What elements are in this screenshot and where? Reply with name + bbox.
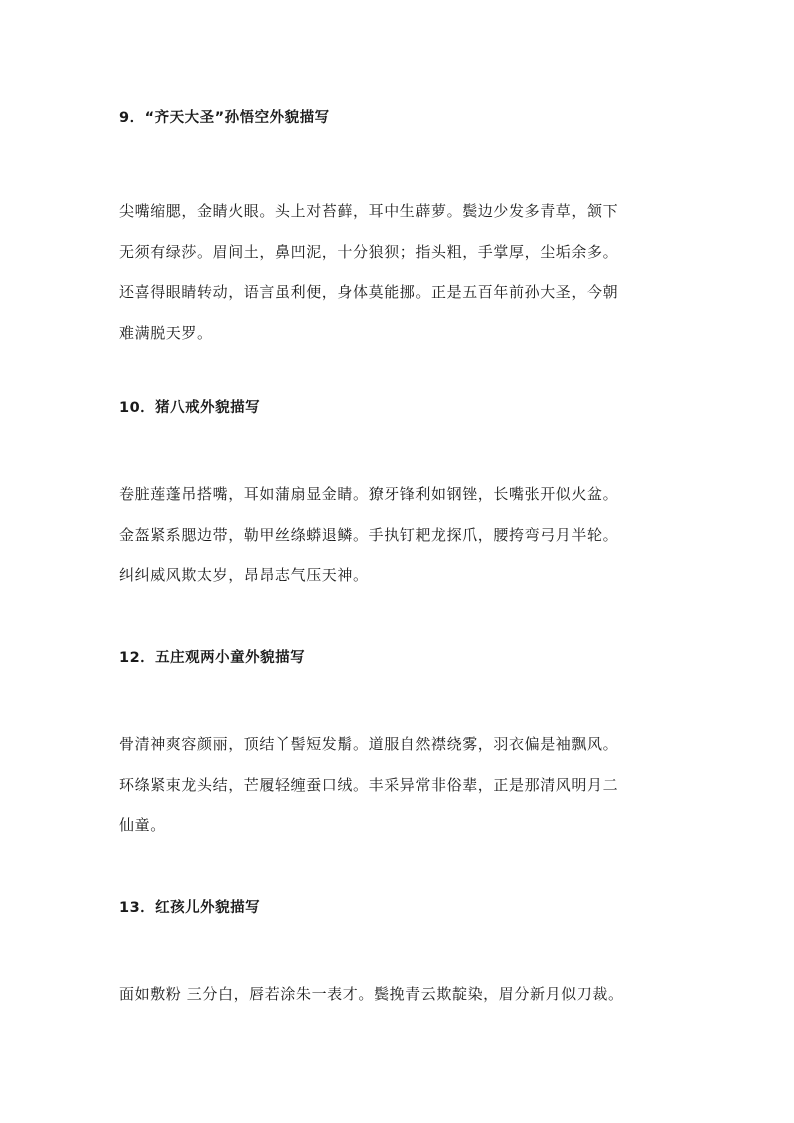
section-paragraph [119,484,699,585]
paragraph-line: 环绦紧束龙头结，芒履轻缠蚕口绒。丰采异常非俗辈，正是那清风明月二 [119,775,619,794]
section-paragraph [119,734,699,835]
paragraph-line: 面如敷粉 三分白，唇若涂朱一表才。鬓挽青云欺靛染，眉分新月似刀裁。 [119,985,624,1003]
section-heading: 9．“齐天大圣”孙悟空外貌描写 [119,110,330,126]
section-zhu-bajie [119,398,699,585]
paragraph-line: 纠纠威风欺太岁，昂昂志气压天神。 [119,566,369,584]
section-sun-wukong [119,108,699,343]
paragraph-line: 还喜得眼睛转动，语言虽利便，身体莫能挪。正是五百年前孙大圣，今朝 [119,283,619,301]
section-heading: 13．红孩儿外貌描写 [119,900,261,916]
section-heading: 12．五庄观两小童外貌描写 [119,650,306,666]
paragraph-line: 无须有绿莎。眉间土，鼻凹泥，十分狼狈；指头粗，手掌厚，尘垢余多。 [119,242,619,261]
section-paragraph [119,984,699,1004]
paragraph-line: 尖嘴缩腮，金睛火眼。头上对苔藓，耳中生薜萝。鬓边少发多青草，颔下 [119,202,619,220]
section-heading: 10．猪八戒外貌描写 [119,400,261,416]
paragraph-line: 金盔紧系腮边带，勒甲丝绦蟒退鳞。手执钉耙龙探爪，腰挎弯弓月半轮。 [119,525,619,544]
paragraph-line: 仙童。 [119,816,166,834]
paragraph-line: 骨清神爽容颜丽，顶结丫髻短发鬅。道服自然襟绕雾，羽衣偏是袖飘风。 [119,735,619,753]
paragraph-line: 卷脏莲蓬吊搭嘴，耳如蒲扇显金睛。獠牙锋利如钢锉，长嘴张开似火盆。 [119,485,619,503]
section-paragraph [119,201,699,343]
paragraph-line: 难满脱天罗。 [119,323,213,342]
section-red-boy [119,898,699,1004]
section-two-boys [119,648,699,835]
